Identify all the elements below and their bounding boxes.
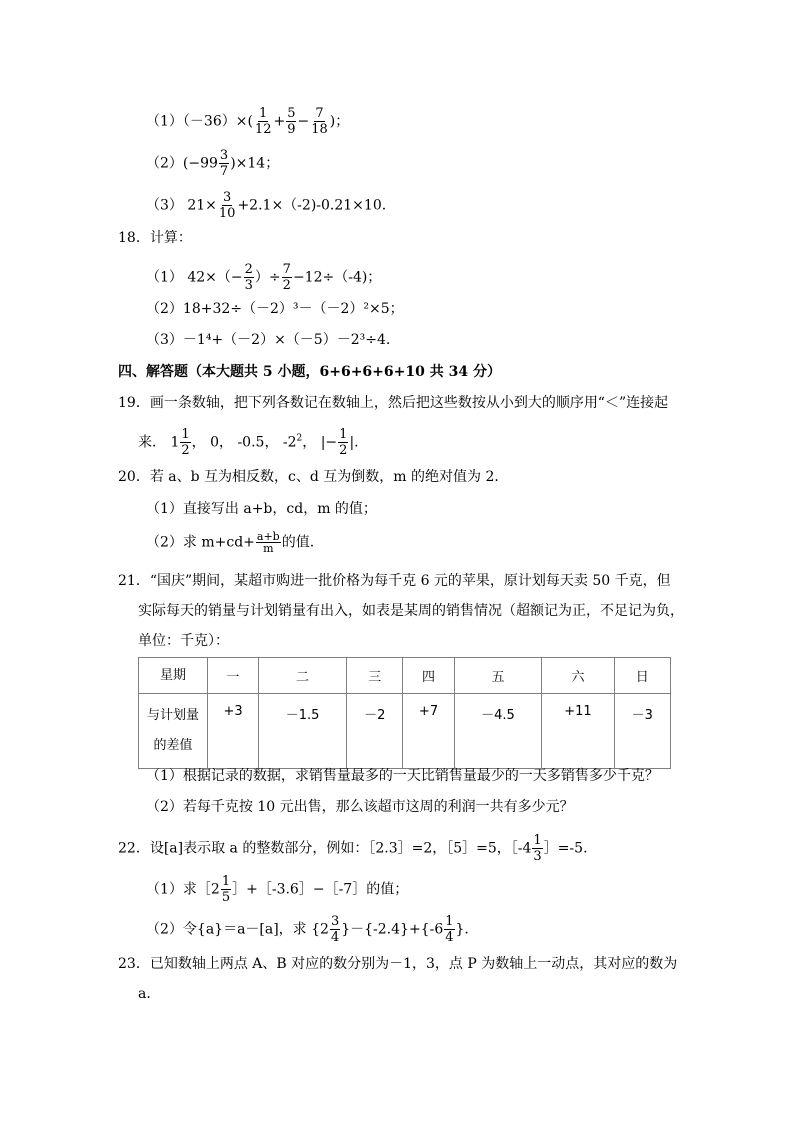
table-cell: －4.5 <box>454 694 542 769</box>
q20-part2: （2）求 m+cd+ $\frac{a+b}{m}$ 的值. <box>146 530 315 555</box>
fraction: $\frac{3}{4}$ <box>330 914 340 945</box>
fraction: $\frac{7}{2}$ <box>282 262 291 293</box>
table-cell: 一 <box>208 658 259 694</box>
table-row <box>139 694 671 769</box>
q18-part1: （1） 42×（− $\frac{2}{3}$ ）÷ $\frac{7}{2}$ −12÷（-4)； <box>146 262 382 293</box>
fraction: $\frac{7}{18}$ <box>311 106 328 137</box>
table-cell: －1.5 <box>259 694 347 769</box>
table-cell: 日 <box>614 658 671 694</box>
q22-part2: （2）令{a}＝a－[a]，求 {2 $\frac{3}{4}$ }－{-2.4}+{-6 $\frac{1}{4}$ }. <box>146 914 469 945</box>
table-cell: －2 <box>347 694 403 769</box>
table-cell: －3 <box>614 694 671 769</box>
fraction: $\frac{1}{2}$ <box>339 427 348 458</box>
q19-line2: 来． 1 $\frac{1}{2}$ ， 0， -0.5， $-2^2$， |− $\frac{1}{2}$ |. <box>138 427 359 458</box>
fraction: $\frac{1}{12}$ <box>254 106 272 137</box>
table-cell: 五 <box>454 658 542 694</box>
q19-line1: 19．画一条数轴，把下列各数记在数轴上，然后把这些数按从小到大的顺序用“＜”连接起 <box>118 395 669 411</box>
q17-part3: （3） 21× $\frac{3}{10}$ +2.1×（-2)-0.21×10. <box>146 190 387 221</box>
q22-line1: 22．设[a]表示取 a 的整数部分，例如：［2.3］=2，［5］=5，［-4 $\frac{1}{3}$ ］=-5. <box>118 833 588 864</box>
fraction: $\frac{3}{7}$ <box>219 148 229 179</box>
table-cell: +7 <box>403 694 454 769</box>
table-cell: 星期 <box>139 658 208 694</box>
fraction: $\frac{1}{3}$ <box>533 833 542 864</box>
q17-part1: （1）（－36）×( $\frac{1}{12}$ + $\frac{5}{9}$ − $\frac{7}{18}$ )； <box>146 106 350 137</box>
q18-title: 18．计算： <box>118 230 192 246</box>
fraction: $\frac{1}{2}$ <box>181 427 190 458</box>
q21-part1: （1）根据记录的数据，求销售量最多的一天比销售量最少的一天多销售多少千克？ <box>146 768 659 784</box>
fraction: $\frac{1}{5}$ <box>221 874 231 905</box>
table-cell: 三 <box>347 658 403 694</box>
sales-table <box>138 657 671 769</box>
table-row-label: 与计划量 的差值 <box>139 694 208 769</box>
q20-line1: 20．若 a、b 互为相反数，c、d 互为倒数，m 的绝对值为 2． <box>118 469 509 485</box>
q23-line1: 23．已知数轴上两点 A、B 对应的数分别为－1，3，点 P 为数轴上一动点，其对应的数为 <box>118 956 678 972</box>
table-cell: 二 <box>259 658 347 694</box>
section-heading: 四、解答题（本大题共 5 小题，6+6+6+6+10 共 34 分） <box>118 364 501 380</box>
q18-part2: （2）18+32÷（－2）³－（－2）²×5； <box>146 301 404 317</box>
q23-line2: a． <box>138 986 161 1002</box>
fraction: $\frac{2}{3}$ <box>244 262 253 293</box>
table-cell: 六 <box>542 658 614 694</box>
q17-part2: （2）(−99 $\frac{3}{7}$ )×14； <box>146 148 280 179</box>
q20-part1: （1）直接写出 a+b，cd，m 的值； <box>146 501 377 517</box>
table-cell: 四 <box>403 658 454 694</box>
q22-part1: （1）求［2 $\frac{1}{5}$ ］+［-3.6］−［-7］的值； <box>146 874 409 905</box>
fraction: $\frac{5}{9}$ <box>287 106 296 137</box>
q21-line3: 单位：千克）： <box>138 633 229 649</box>
fraction: $\frac{a+b}{m}$ <box>256 530 280 555</box>
q21-part2: （2）若每千克按 10 元出售，那么该超市这周的利润一共有多少元？ <box>146 799 574 815</box>
table-cell: +3 <box>208 694 259 769</box>
q21-line1: 21．“国庆”期间，某超市购进一批价格为每千克 6 元的苹果，原计划每天卖 50 千克，但 <box>118 573 671 589</box>
q18-part3: （3）－1⁴+（－2）×（－5）－2³÷4. <box>146 332 391 348</box>
fraction: $\frac{3}{10}$ <box>218 190 236 221</box>
table-cell: +11 <box>542 694 614 769</box>
q21-line2: 实际每天的销量与计划销量有出入，如表是某周的销售情况（超额记为正，不足记为负， <box>138 603 684 619</box>
fraction: $\frac{1}{4}$ <box>445 914 454 945</box>
table-header-row <box>139 658 671 694</box>
